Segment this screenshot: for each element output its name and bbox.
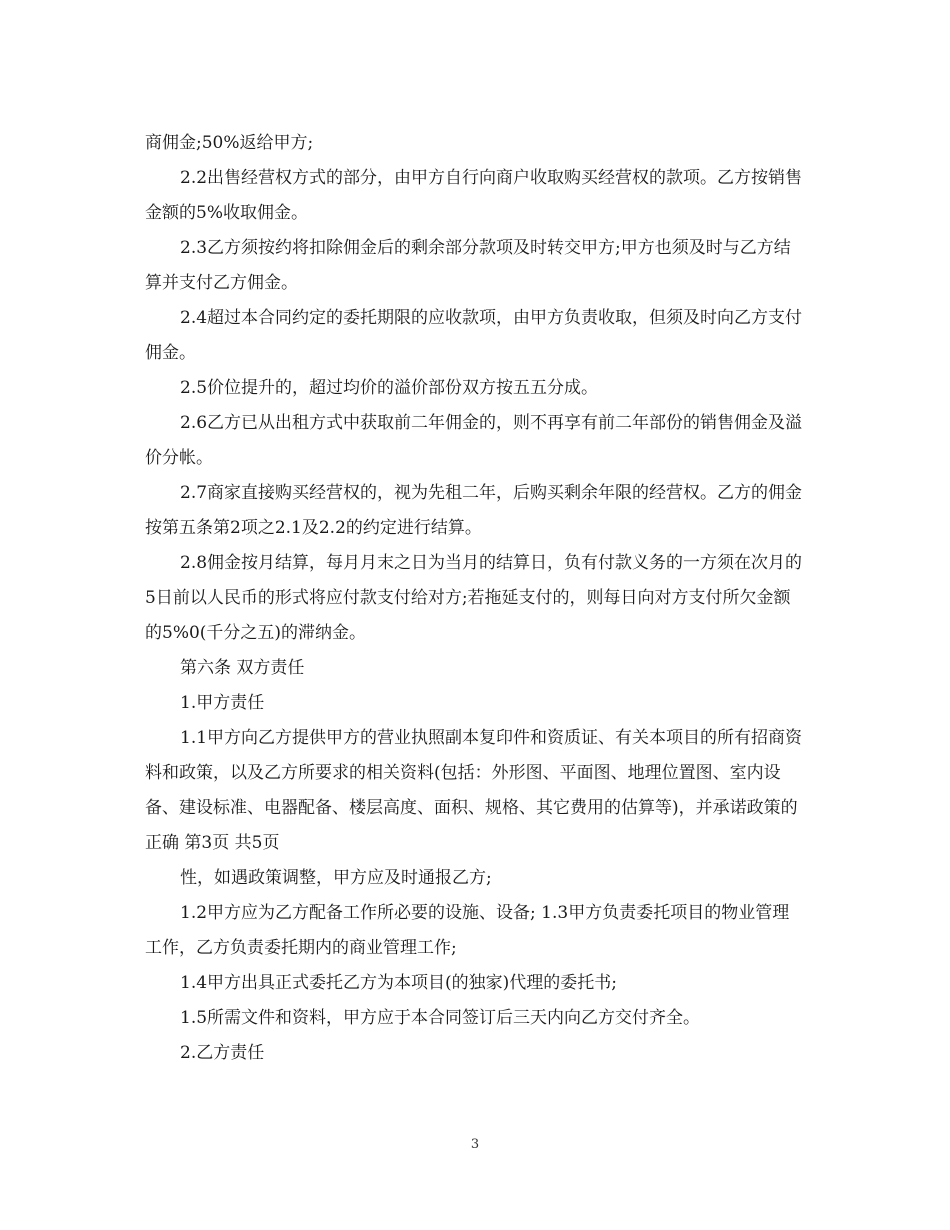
subsection-heading: 2.乙方责任 (180, 1043, 265, 1063)
document-body (145, 126, 805, 1071)
paragraph: 2.6乙方已从出租方式中获取前二年佣金的，则不再享有前二年部份的销售佣金及溢价分帐。 (145, 413, 803, 468)
paragraph: 性，如遇政策调整，甲方应及时通报乙方; (180, 868, 492, 888)
paragraph: 2.5价位提升的，超过均价的溢价部份双方按五五分成。 (180, 378, 599, 398)
paragraph: 2.8佣金按月结算，每月月末之日为当月的结算日，负有付款义务的一方须在次月的5日前以人民币的形式将应付款支付给对方;若拖延支付的，则每日向对方支付所欠金额的5%0(千分之五)的滞纳金。 (145, 553, 803, 643)
section-heading: 第六条 双方责任 (180, 658, 305, 678)
paragraph: 1.2甲方应为乙方配备工作所必要的设施、设备; 1.3甲方负责委托项目的物业管理工作，乙方负责委托期内的商业管理工作; (145, 903, 790, 958)
paragraph: 2.3乙方须按约将扣除佣金后的剩余部分款项及时转交甲方;甲方也须及时与乙方结算并支付乙方佣金。 (145, 238, 791, 293)
paragraph: 1.1甲方向乙方提供甲方的营业执照副本复印件和资质证、有关本项目的所有招商资料和政策，以及乙方所要求的相关资料(包括：外形图、平面图、地理位置图、室内设备、建设标准、电器配备、楼层高度、面积、规格、其它费用的估算等)，并承诺政策的正确 第3页 共5页 (145, 728, 803, 853)
paragraph: 2.4超过本合同约定的委托期限的应收款项，由甲方负责收取，但须及时向乙方支付佣金。 (145, 308, 803, 363)
page-number: 3 (470, 1137, 480, 1152)
paragraph: 1.4甲方出具正式委托乙方为本项目(的独家)代理的委托书; (180, 973, 618, 993)
paragraph: 2.7商家直接购买经营权的，视为先租二年，后购买剩余年限的经营权。乙方的佣金按第五条第2项之2.1及2.2的约定进行结算。 (145, 483, 803, 538)
paragraph: 商佣金;50%返给甲方; (145, 133, 314, 153)
paragraph: 1.5所需文件和资料，甲方应于本合同签订后三天内向乙方交付齐全。 (180, 1008, 701, 1028)
paragraph: 2.2出售经营权方式的部分，由甲方自行向商户收取购买经营权的款项。乙方按销售金额的5%收取佣金。 (145, 168, 803, 223)
subsection-heading: 1.甲方责任 (180, 693, 265, 713)
